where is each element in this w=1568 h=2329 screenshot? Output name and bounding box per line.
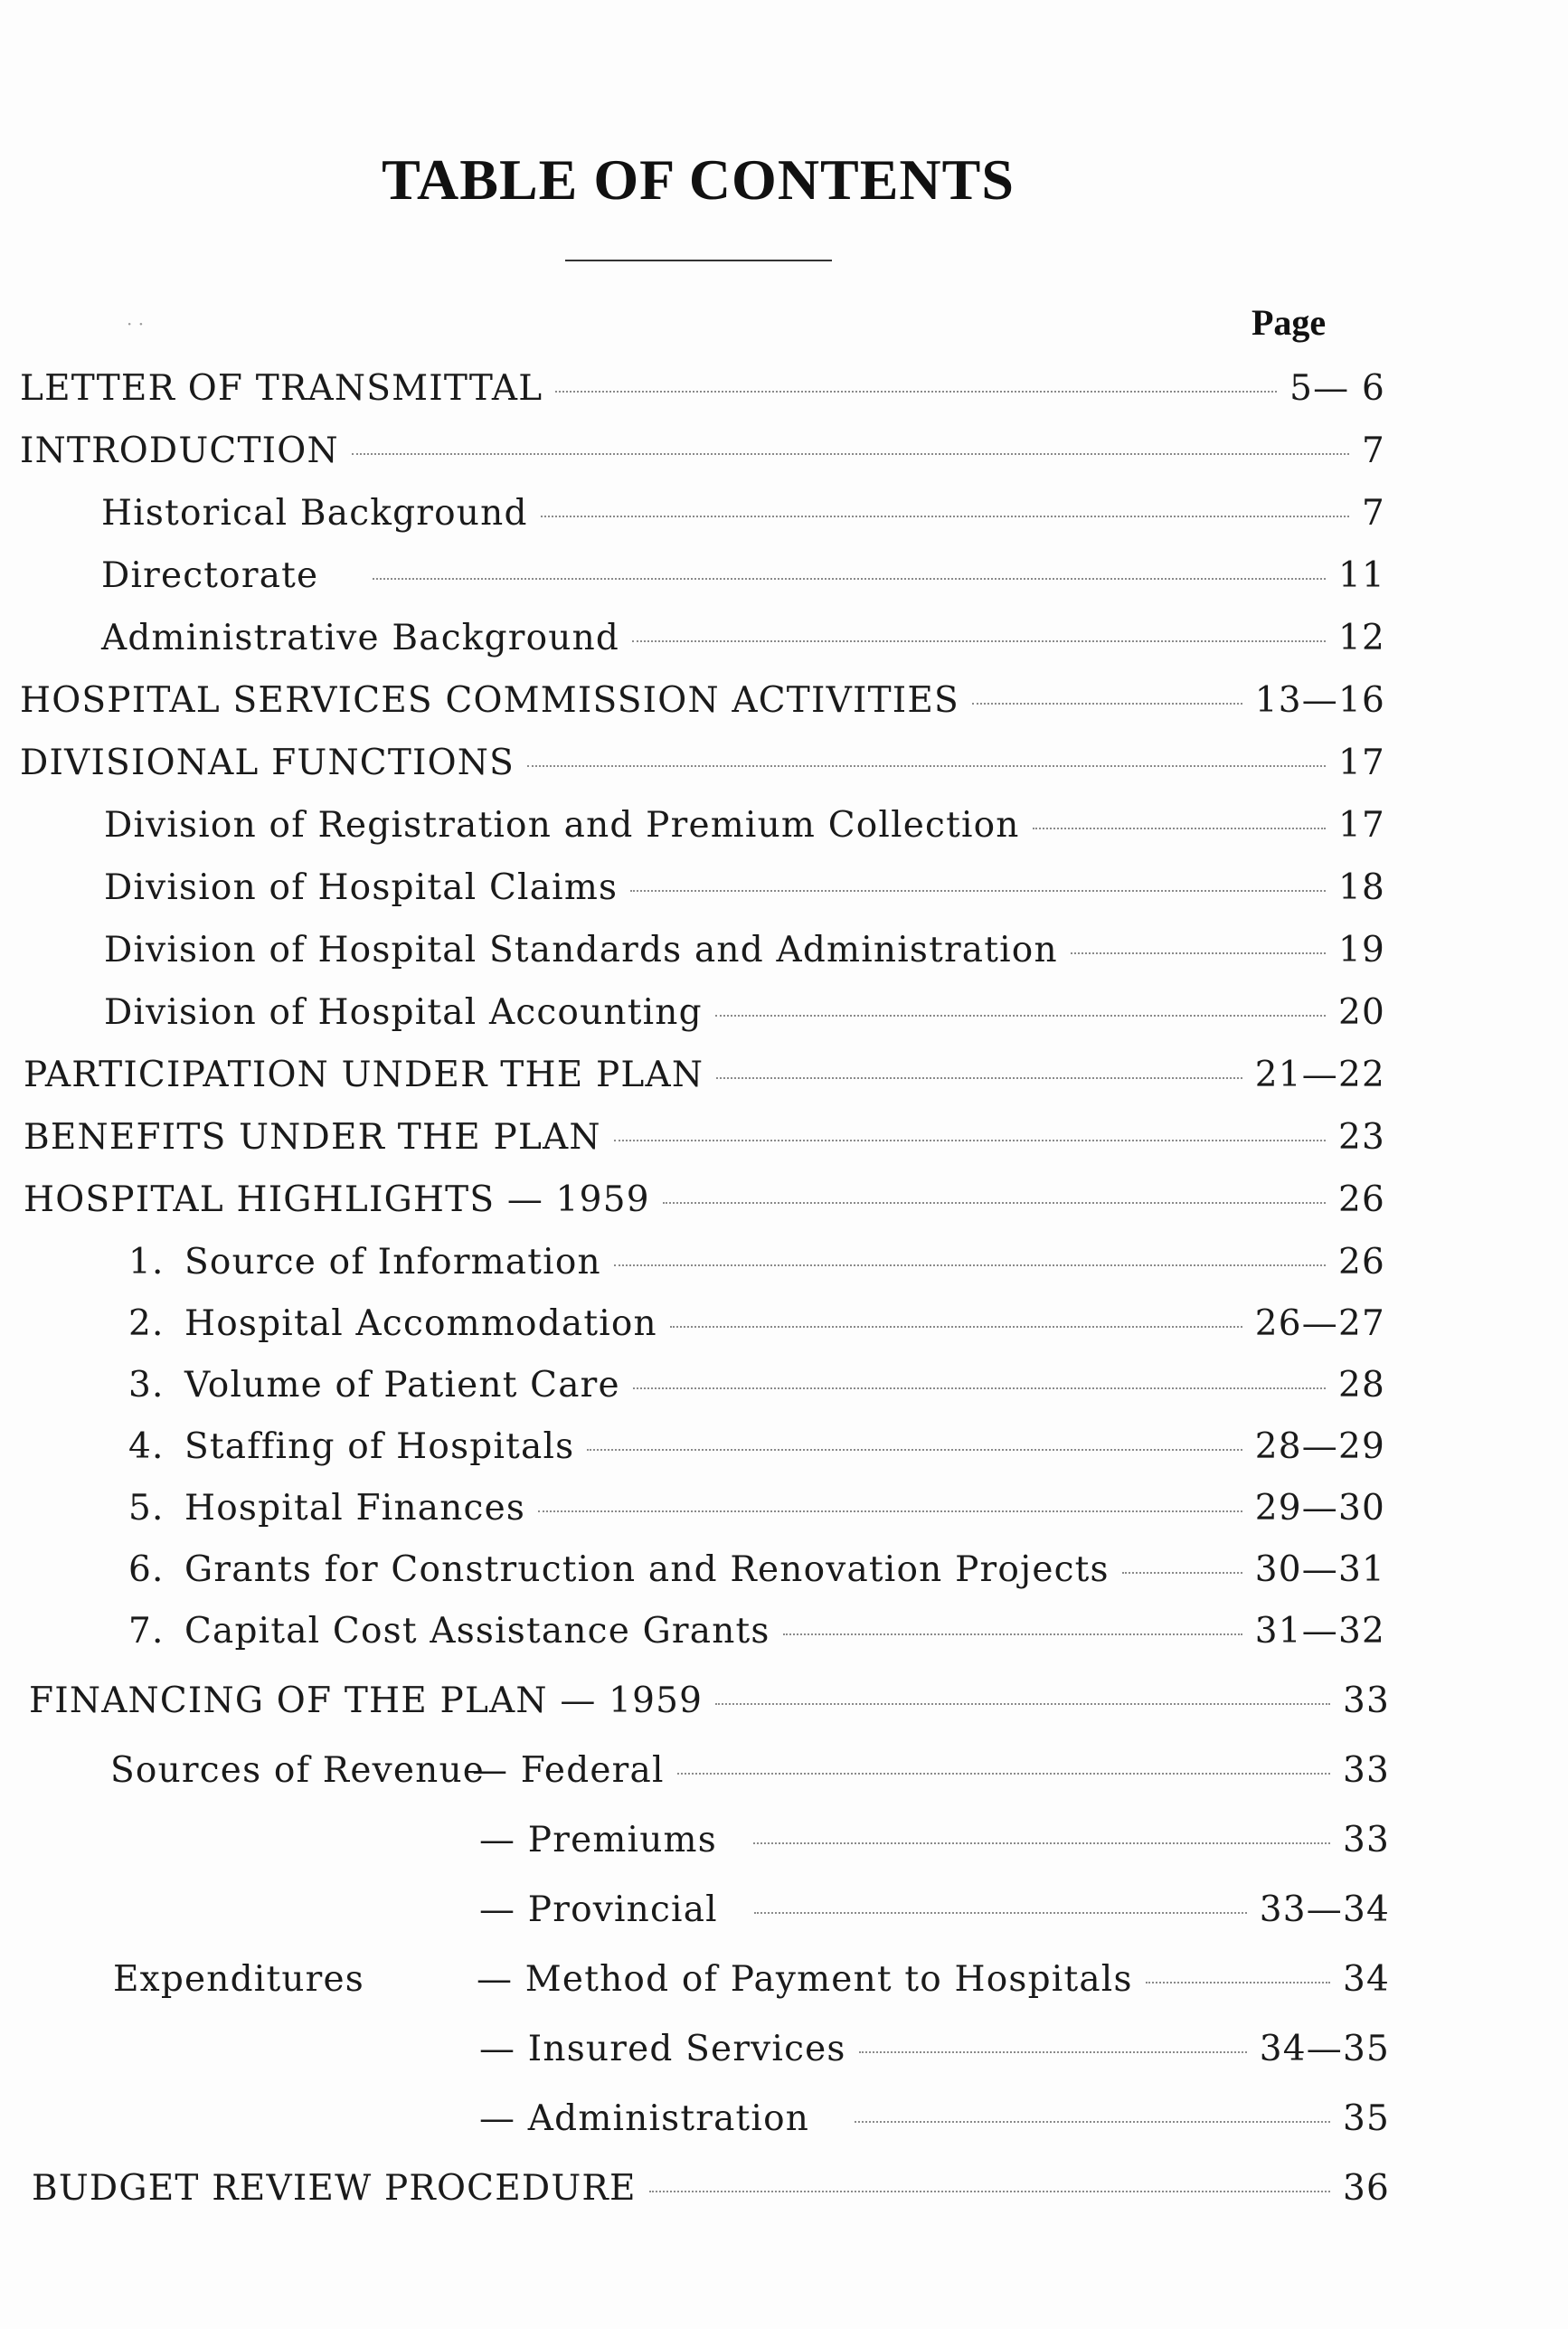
toc-entry-participation xyxy=(24,1055,1385,1095)
toc-entry-label: Source of Information xyxy=(184,1242,601,1283)
toc-entry-page: 33 xyxy=(1342,1680,1390,1721)
dot-leader xyxy=(715,1703,1330,1705)
dot-leader xyxy=(352,453,1349,455)
toc-entry-directorate xyxy=(101,555,1385,596)
toc-entry-volume-of-patient-care xyxy=(128,1365,1385,1406)
toc-entry-number: 4. xyxy=(128,1426,165,1467)
toc-entry-number: 6. xyxy=(128,1549,165,1590)
toc-entry-label: BUDGET REVIEW PROCEDURE xyxy=(32,2168,637,2209)
toc-entry-page: 13—16 xyxy=(1254,680,1385,721)
dot-leader xyxy=(783,1633,1242,1635)
page-column-header: Page xyxy=(1252,302,1327,343)
dot-leader xyxy=(663,1202,1326,1204)
toc-entry-page: 19 xyxy=(1337,930,1385,970)
dot-leader xyxy=(972,703,1242,705)
toc-entry-financing xyxy=(29,1680,1390,1721)
toc-entry-division-accounting xyxy=(104,992,1385,1033)
dot-leader xyxy=(855,2121,1330,2123)
dot-leader xyxy=(753,1842,1330,1844)
toc-entry-expenditure-administration xyxy=(479,2098,1390,2139)
dot-leader xyxy=(1033,828,1326,829)
toc-entry-expenditure-method-of-payment xyxy=(477,1959,1390,2000)
toc-entry-page: 33—34 xyxy=(1259,1889,1390,1930)
toc-entry-label: BENEFITS UNDER THE PLAN xyxy=(24,1117,601,1158)
toc-entry-revenue-premiums xyxy=(479,1820,1390,1860)
toc-entry-capital-cost-grants xyxy=(128,1611,1385,1652)
toc-entry-label: Hospital Finances xyxy=(184,1488,526,1529)
dot-leader xyxy=(614,1140,1326,1141)
toc-entry-page: 11 xyxy=(1337,555,1385,596)
toc-entry-page: 29—30 xyxy=(1254,1488,1385,1529)
toc-entry-historical-background xyxy=(101,493,1385,534)
toc-entry-hospital-highlights xyxy=(24,1179,1385,1220)
toc-entry-administrative-background xyxy=(101,618,1385,658)
toc-entry-number: 3. xyxy=(128,1365,165,1406)
toc-entry-page: 26 xyxy=(1337,1242,1385,1283)
toc-entry-hospital-accommodation xyxy=(128,1303,1385,1344)
toc-entry-page: 31—32 xyxy=(1254,1611,1385,1652)
toc-entry-page: 12 xyxy=(1337,618,1385,658)
toc-entry-number: 2. xyxy=(128,1303,165,1344)
toc-entry-label: Staffing of Hospitals xyxy=(184,1426,575,1467)
toc-entry-hospital-finances xyxy=(128,1488,1385,1529)
dot-leader xyxy=(527,765,1326,767)
toc-entry-division-standards xyxy=(104,930,1385,970)
dot-leader xyxy=(670,1326,1242,1328)
toc-entry-label: DIVISIONAL FUNCTIONS xyxy=(20,743,515,783)
toc-entry-page: 30—31 xyxy=(1254,1549,1385,1590)
toc-entry-expenditure-insured-services xyxy=(479,2029,1390,2069)
toc-entry-label: INTRODUCTION xyxy=(20,431,339,471)
expenditures-label: Expenditures xyxy=(113,1959,364,2000)
toc-entry-divisional-functions xyxy=(20,743,1385,783)
toc-entry-page: 7 xyxy=(1361,431,1385,471)
toc-entry-label: — Premiums xyxy=(479,1820,717,1860)
toc-entry-label: Administrative Background xyxy=(101,618,620,658)
toc-entry-label: — Federal xyxy=(472,1750,665,1791)
toc-entry-label: — Insured Services xyxy=(479,2029,846,2069)
toc-entry-label: Capital Cost Assistance Grants xyxy=(184,1611,770,1652)
dot-leader xyxy=(677,1773,1330,1775)
dot-leader xyxy=(1146,1982,1330,1983)
toc-entry-page: 26—27 xyxy=(1254,1303,1385,1344)
toc-entry-label: HOSPITAL HIGHLIGHTS — 1959 xyxy=(24,1179,650,1220)
toc-entry-page: 34—35 xyxy=(1259,2029,1390,2069)
toc-entry-page: 36 xyxy=(1342,2168,1390,2209)
toc-entry-label: — Provincial xyxy=(479,1889,718,1930)
toc-entry-page: 23 xyxy=(1337,1117,1385,1158)
toc-entry-division-claims xyxy=(104,867,1385,908)
toc-entry-label: FINANCING OF THE PLAN — 1959 xyxy=(29,1680,704,1721)
toc-entry-source-of-information xyxy=(128,1242,1385,1283)
toc-entry-page: 33 xyxy=(1342,1820,1390,1860)
toc-entry-label: — Administration xyxy=(479,2098,810,2139)
toc-entry-page: 28 xyxy=(1337,1365,1385,1406)
toc-entry-number: 1. xyxy=(128,1242,165,1283)
dot-leader xyxy=(614,1264,1326,1266)
toc-entry-page: 33 xyxy=(1342,1750,1390,1791)
toc-entry-budget-review xyxy=(32,2168,1390,2209)
toc-entry-number: 7. xyxy=(128,1611,165,1652)
toc-entry-revenue-federal xyxy=(472,1750,1390,1791)
dot-leader xyxy=(1071,952,1326,954)
toc-entry-label: Historical Background xyxy=(101,493,528,534)
toc-entry-page: 17 xyxy=(1337,743,1385,783)
toc-entry-label: Division of Hospital Standards and Administration xyxy=(104,930,1058,970)
toc-entry-page: 18 xyxy=(1337,867,1385,908)
toc-entry-page: 28—29 xyxy=(1254,1426,1385,1467)
dot-leader xyxy=(1122,1572,1242,1574)
dot-leader xyxy=(715,1015,1326,1017)
toc-entry-page: 7 xyxy=(1361,493,1385,534)
toc-entry-number: 5. xyxy=(128,1488,165,1529)
toc-entry-page: 34 xyxy=(1342,1959,1390,2000)
toc-entry-label: Division of Hospital Accounting xyxy=(104,992,703,1033)
dot-leader xyxy=(538,1510,1242,1512)
toc-entry-page: 21—22 xyxy=(1254,1055,1385,1095)
toc-entry-label: Grants for Construction and Renovation Projects xyxy=(184,1549,1110,1590)
toc-entry-label: HOSPITAL SERVICES COMMISSION ACTIVITIES xyxy=(20,680,959,721)
dot-leader xyxy=(632,640,1326,642)
print-speck: · · xyxy=(127,313,145,335)
dot-leader xyxy=(649,2191,1330,2192)
dot-leader xyxy=(859,2051,1247,2053)
dot-leader xyxy=(754,1912,1247,1914)
toc-entry-benefits xyxy=(24,1117,1385,1158)
dot-leader xyxy=(541,516,1349,517)
toc-entry-page: 17 xyxy=(1337,805,1385,846)
toc-entry-label: Division of Registration and Premium Collection xyxy=(104,805,1020,846)
toc-entry-label: Hospital Accommodation xyxy=(184,1303,657,1344)
toc-entry-label: Directorate xyxy=(101,555,319,596)
toc-entry-division-registration xyxy=(104,805,1385,846)
toc-entry-label: PARTICIPATION UNDER THE PLAN xyxy=(24,1055,704,1095)
toc-entry-introduction xyxy=(20,431,1385,471)
toc-entry-label: LETTER OF TRANSMITTAL xyxy=(20,368,543,409)
dot-leader xyxy=(630,890,1326,892)
toc-entry-page: 20 xyxy=(1337,992,1385,1033)
toc-entry-label: — Method of Payment to Hospitals xyxy=(477,1959,1133,2000)
sources-of-revenue-label: Sources of Revenue xyxy=(110,1750,486,1791)
dot-leader xyxy=(587,1449,1242,1451)
dot-leader xyxy=(555,391,1277,393)
dot-leader xyxy=(633,1387,1326,1389)
toc-entry-staffing-of-hospitals xyxy=(128,1426,1385,1467)
toc-entry-label: Volume of Patient Care xyxy=(184,1365,620,1406)
dot-leader xyxy=(373,578,1326,580)
toc-entry-letter-of-transmittal xyxy=(20,368,1385,409)
page-title: TABLE OF CONTENTS xyxy=(382,147,1015,212)
dot-leader xyxy=(716,1077,1242,1079)
toc-entry-revenue-provincial xyxy=(479,1889,1390,1930)
toc-entry-page: 5— 6 xyxy=(1289,368,1385,409)
toc-entry-page: 26 xyxy=(1337,1179,1385,1220)
toc-entry-label: Division of Hospital Claims xyxy=(104,867,619,908)
toc-entry-commission-activities xyxy=(20,680,1385,721)
toc-entry-grants-construction xyxy=(128,1549,1385,1590)
toc-entry-page: 35 xyxy=(1342,2098,1390,2139)
